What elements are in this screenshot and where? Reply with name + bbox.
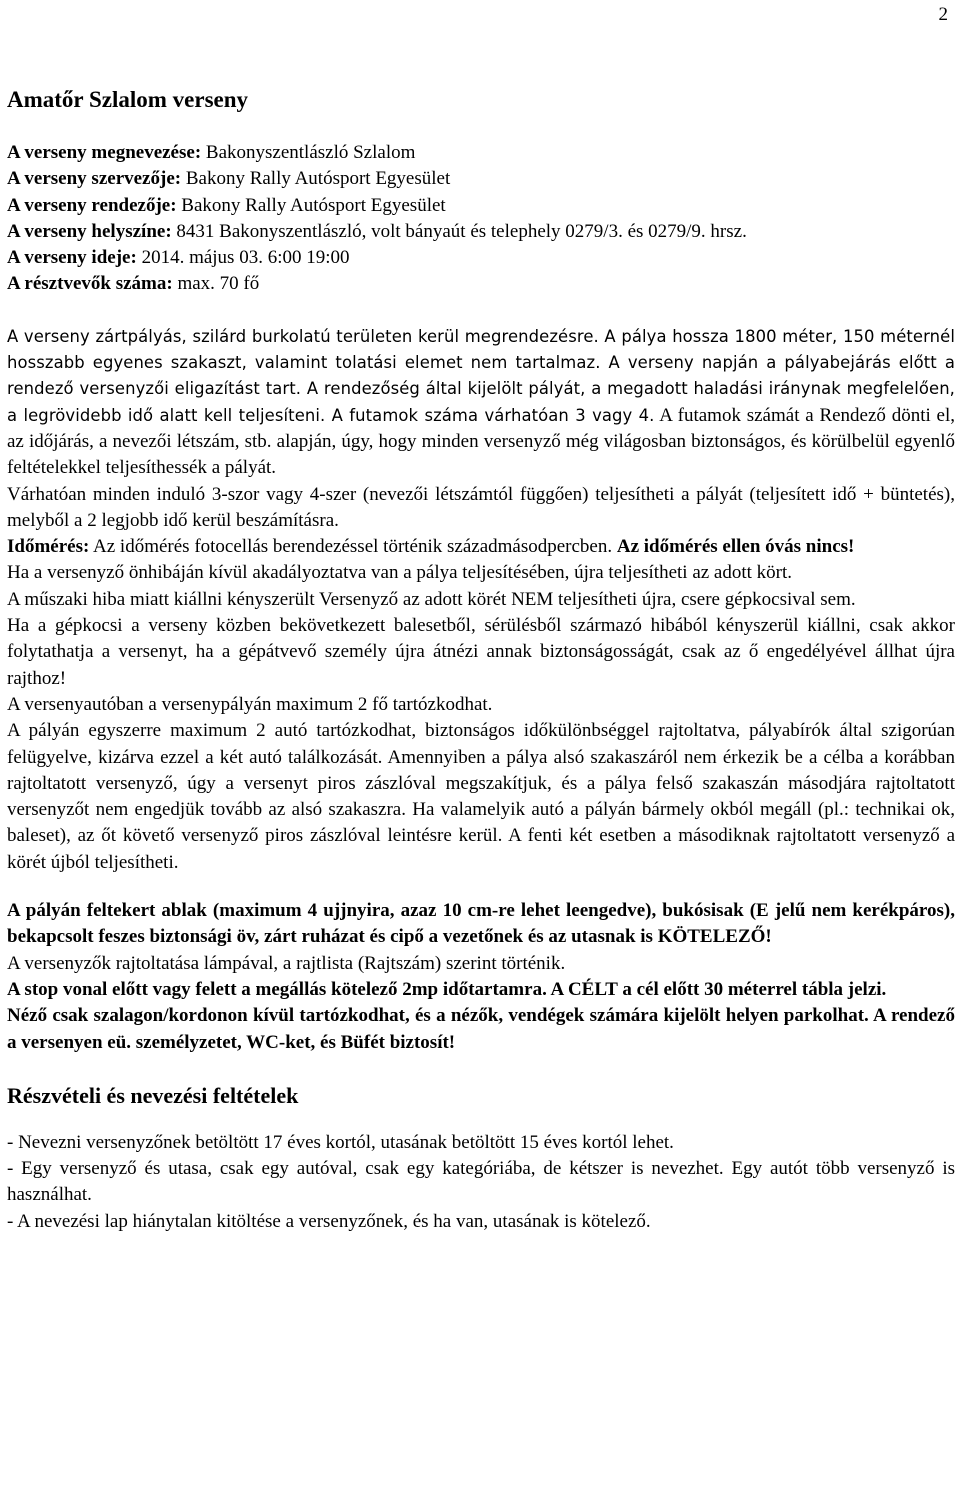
condition-item: - A nevezési lap hiánytalan kitöltése a versenyzőnek, és ha van, utasának is kötelező. (7, 1210, 651, 1232)
detail-location: A verseny helyszíne: 8431 Bakonyszentlászló, volt bányaút és telephely 0279/3. és 0279/9. hrsz. (7, 220, 747, 242)
conditions-list (7, 1130, 955, 1235)
detail-participants: A résztvevők száma: max. 70 fő (7, 273, 260, 295)
rule-paragraph: A versenyautóban a versenypályán maximum 2 fő tartózkodhat. (7, 693, 493, 715)
rule-paragraph: Ha a gépkocsi a verseny közben bekövetkezett balesetből, sérülésből származó hibából kényszerül kiállni, csak akkor folytathatja a versenyt, ha a gépátvevő személy újra átnézi annak biztonságosságát, csak az ő engedélyével állhat újra rajthoz! (7, 615, 955, 689)
detail-organizer: A verseny szervezője: Bakony Rally Autósport Egyesület (7, 168, 451, 190)
rule-paragraph: A műszaki hiba miatt kiállni kényszerült Versenyző az adott körét NEM teljesítheti újra, csere gépkocsival sem. (7, 588, 856, 610)
intro-paragraph: A verseny zártpályás, szilárd burkolatú területen kerül megrendezésre. A pálya hossza 1800 méter, 150 méternél hosszabb egyenes szakaszt, valamint tolatási elemet nem tartalmaz. A verseny napján a pályabejárás előtt a rendező versenyzői eligazítást tart. A rendezőség által kijelölt pályát, a megadott haladási iránynak megfelelően, a legrövidebb idő alatt kell teljesíteni. A futamok száma várhatóan 3 vagy 4. A futamok számát a Rendező dönti el, az időjárás, a nevezői létszám, stb. alapján, úgy, hogy minden versenyző még világosban biztonságos, és körülbelül egyenlő feltételekkel teljesíthessék a pályát. (7, 326, 955, 479)
page-number: 2 (938, 4, 948, 25)
document-title: Amatőr Szlalom verseny (7, 87, 249, 112)
condition-item: - Egy versenyző és utasa, csak egy autóval, csak egy kategóriába, de kétszer is nevezhet. Egy autót több versenyző is használhat. (7, 1158, 955, 1206)
runs-paragraph: Várhatóan minden induló 3-szor vagy 4-szer (nevezői létszámtól függően) teljesítheti a pályát (teljesített idő + büntetés), melyből a 2 legjobb idő kerül beszámításra. (7, 483, 955, 531)
detail-date: A verseny ideje: 2014. május 03. 6:00 19:00 (7, 247, 350, 269)
section-title-conditions: Részvételi és nevezési feltételek (7, 1082, 299, 1108)
timing-paragraph: Időmérés: Az időmérés fotocellás berendezéssel történik századmásodpercben. Az időmérés ellen óvás nincs! (7, 536, 855, 558)
rule-paragraph: A pályán egyszerre maximum 2 autó tartózkodhat, biztonságos időkülönbséggel rajtoltatva, pályabírók által szigorúan felügyelve, kizárva ezzel a két autó találkozását. Amennyiben a pálya alsó szakaszáról nem érkezik be a célba a korábban rajtoltatott versenyző, úgy a versenyt piros zászlóval megszakítjuk, és a pálya felső szakaszán másodjára rajtoltatott versenyzőt nem engedjük tovább az alsó szakaszra. Ha valamelyik autó a pályán bármely okból megáll (pl.: technikai ok, baleset), az őt követő versenyző piros zászlóval leintésre kerül. A fenti két esetben a másodiknak rajtoltatott versenyző a körét újból teljesítheti. (7, 720, 955, 873)
rule-paragraph: Ha a versenyző önhibáján kívül akadályoztatva van a pálya teljesítésében, újra teljesítheti az adott kört. (7, 562, 793, 584)
spectator-paragraph: Néző csak szalagon/kordonon kívül tartózkodhat, és a nézők, vendégek számára kijelölt helyen parkolhat. A rendező a versenyen eü. személyzetet, WC-ket, és Büfét biztosít! (7, 1005, 955, 1053)
condition-item: - Nevezni versenyzőnek betöltött 17 éves kortól, utasának betöltött 15 éves kortól lehet. (7, 1131, 674, 1153)
start-paragraph: A versenyzők rajtoltatása lámpával, a rajtlista (Rajtszám) szerint történik. (7, 952, 566, 974)
detail-host: A verseny rendezője: Bakony Rally Autósport Egyesület (7, 194, 446, 216)
event-details (7, 140, 955, 298)
stop-paragraph: A stop vonal előtt vagy felett a megállás kötelező 2mp időtartamra. A CÉLT a cél előtt 30 méterrel tábla jelzi. (7, 978, 887, 1000)
safety-paragraph: A pályán feltekert ablak (maximum 4 ujjnyira, azaz 10 cm-re lehet leengedve), bukósisak (E jelű nem kerékpáros), bekapcsolt feszes biztonsági öv, zárt ruházat és cipő a vezetőnek és az utasnak is KÖTELEZŐ! (7, 900, 955, 948)
detail-name: A verseny megnevezése: Bakonyszentlászló Szlalom (7, 142, 416, 163)
document-body (7, 84, 955, 1235)
